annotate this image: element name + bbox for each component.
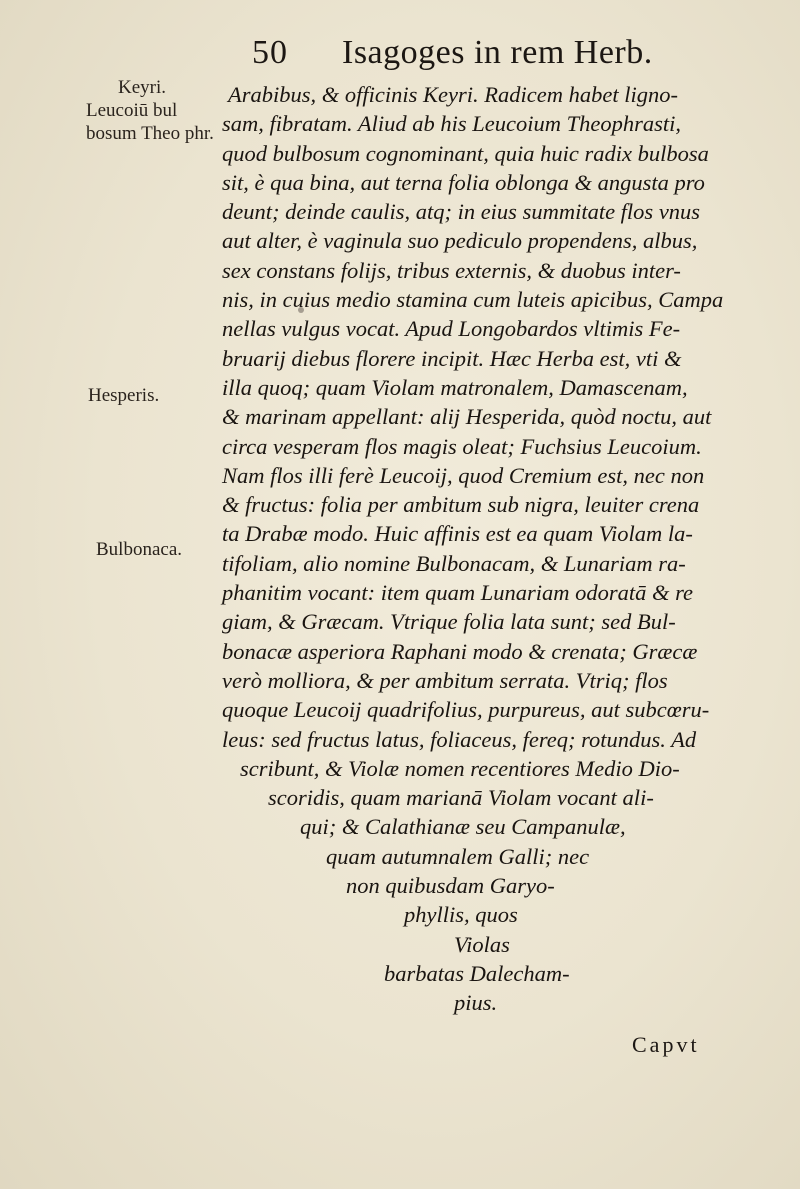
- text-line: giam, & Græcam. Vtrique folia lata sunt; sed Bul-: [222, 609, 676, 635]
- text-line: sit, è qua bina, aut terna folia oblonga & angusta pro: [222, 169, 705, 195]
- text-line: nellas vulgus vocat. Apud Longobardos vltimis Fe-: [222, 316, 681, 342]
- text-line: qui; & Calathianæ seu Campanulæ,: [300, 814, 626, 840]
- text-line: & marinam appellant: alij Hesperida, quòd noctu, aut: [222, 404, 712, 430]
- text-line: aut alter, è vaginula suo pediculo propendens, albus,: [222, 228, 698, 254]
- running-title: Isagoges in rem Herb.: [342, 34, 653, 71]
- margin-note-keyri: Keyri.: [118, 77, 167, 98]
- text-line: quoque Leucoij quadrifolius, purpureus, aut subcœru-: [222, 697, 710, 723]
- body-text: [222, 80, 782, 1018]
- text-line: illa quoq; quam Violam matronalem, Damascenam,: [222, 374, 688, 400]
- margin-note-hesperis: Hesperis.: [88, 385, 160, 406]
- text-line: non quibusdam Garyo-: [346, 873, 555, 899]
- text-line: quod bulbosum cognominant, quia huic radix bulbosa: [222, 140, 709, 166]
- text-line: barbatas Dalecham-: [384, 960, 570, 986]
- text-line: circa vesperam flos magis oleat; Fuchsius Leucoium.: [222, 433, 702, 459]
- text-line: ta Drabæ modo. Huic affinis est ea quam Violam la-: [222, 521, 693, 547]
- text-line: phanitim vocant: item quam Lunariam odoratā & re: [222, 580, 694, 606]
- text-line: quam autumnalem Galli; nec: [326, 843, 590, 869]
- text-line: tifoliam, alio nomine Bulbonacam, & Lunariam ra-: [222, 550, 686, 576]
- text-line: bonacæ asperiora Raphani modo & crenata; Græcæ: [222, 638, 698, 664]
- text-line: phyllis, quos: [404, 902, 518, 928]
- text-line: scoridis, quam marianā Violam vocant ali-: [268, 785, 654, 811]
- text-line: Arabibus, & officinis Keyri. Radicem habet ligno-: [228, 82, 678, 107]
- text-line: deunt; deinde caulis, atq; in eius summitate flos vnus: [222, 199, 701, 225]
- text-line: Violas: [454, 931, 510, 957]
- text-line: leus: sed fructus latus, foliaceus, fereq; rotundus. Ad: [222, 726, 697, 752]
- text-line: sam, fibratam. Aliud ab his Leucoium Theophrasti,: [222, 111, 681, 137]
- text-line: pius.: [454, 990, 498, 1016]
- text-line: verò molliora, & per ambitum serrata. Vtriq; flos: [222, 667, 668, 693]
- page-header: [0, 28, 800, 80]
- text-line: nis, in cuius medio stamina cum luteis apicibus, Campa: [222, 287, 724, 313]
- catchword: Capvt: [632, 1032, 700, 1057]
- text-line: bruarij diebus florere incipit. Hæc Herba est, vti &: [222, 345, 682, 371]
- page-number: 50: [252, 34, 288, 71]
- text-line: sex constans folijs, tribus externis, & duobus inter-: [222, 257, 681, 283]
- margin-note-leucoium-bulbosum: Leucoiū bul bosum Theo phr.: [86, 100, 214, 144]
- text-line: & fructus: folia per ambitum sub nigra, leuiter crena: [222, 492, 700, 518]
- margin-note-bulbonaca: Bulbonaca.: [96, 539, 183, 560]
- text-line: scribunt, & Violæ nomen recentiores Medio Dio-: [240, 755, 680, 781]
- text-line: Nam flos illi ferè Leucoij, quod Cremium est, nec non: [222, 462, 705, 488]
